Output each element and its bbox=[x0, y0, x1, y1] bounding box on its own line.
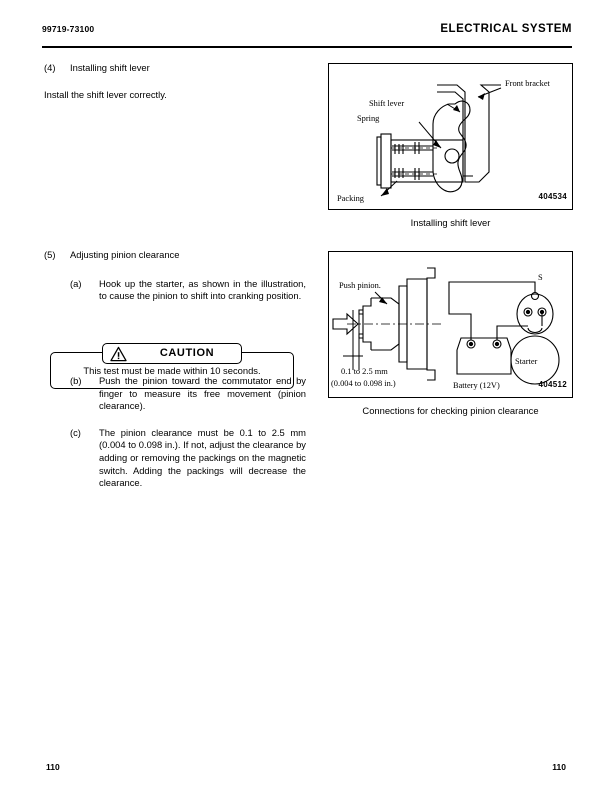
step-5-marker: (5) bbox=[44, 249, 56, 261]
step-5-heading bbox=[44, 249, 306, 262]
step-5b-marker: (b) bbox=[70, 374, 82, 386]
caution-box bbox=[50, 343, 296, 391]
spacer bbox=[44, 101, 306, 249]
step-5a bbox=[70, 278, 306, 303]
figure-1-label-spring: Spring bbox=[357, 114, 380, 123]
figure-2-label-clearance-mm: 0.1 to 2.5 mm bbox=[341, 367, 388, 376]
warning-triangle-icon bbox=[110, 346, 127, 362]
step-5b-text: Push the pinion toward the commutator end by finger to measure its free movement (pinion clearance). bbox=[99, 374, 306, 412]
left-text-column bbox=[44, 62, 306, 490]
step-5c-text: The pinion clearance must be 0.1 to 2.5 mm (0.004 to 0.098 in.). If not, adjust the clearance by adding or removing the packings on the magnetic switch. Adding the packings will decrease the clearance. bbox=[99, 426, 306, 489]
figure-2-drawing bbox=[329, 252, 571, 396]
footer-page-number-left: 110 bbox=[46, 762, 60, 772]
figure-1-drawing bbox=[329, 64, 571, 208]
figure-1-caption: Installing shift lever bbox=[410, 217, 491, 228]
figure-1-label-packing: Packing bbox=[337, 194, 364, 203]
step-5a-marker: (a) bbox=[70, 277, 82, 289]
step-4-heading bbox=[44, 62, 306, 75]
figure-1-frame bbox=[328, 63, 573, 210]
step-4-heading-text: Installing shift lever bbox=[70, 62, 150, 73]
step-5-heading-text: Adjusting pinion clearance bbox=[70, 249, 180, 261]
footer-page-number-right: 110 bbox=[552, 762, 566, 772]
figure-2-frame bbox=[328, 251, 573, 398]
figure-2-label-terminal-s: S bbox=[538, 273, 543, 282]
figure-1-label-shift-lever: Shift lever bbox=[369, 99, 405, 108]
figure-2-label-starter: Starter bbox=[515, 357, 538, 366]
figure-2-caption: Connections for checking pinion clearance bbox=[362, 405, 539, 416]
spacer bbox=[44, 413, 306, 427]
document-code: 99719-73100 bbox=[42, 24, 95, 34]
caution-text: This test must be made within 10 seconds. bbox=[83, 365, 261, 376]
caution-label: CAUTION bbox=[159, 347, 215, 359]
figure-1-label-front-bracket: Front bracket bbox=[505, 79, 550, 88]
header-divider bbox=[42, 46, 572, 48]
step-4-marker: (4) bbox=[44, 62, 56, 73]
figure-2-number: 404512 bbox=[538, 380, 567, 389]
step-5c-marker: (c) bbox=[70, 426, 81, 438]
step-5a-text: Hook up the starter, as shown in the illustration, to cause the pinion to shift into cranking position. bbox=[99, 277, 306, 302]
spacer bbox=[44, 77, 306, 89]
step-5c bbox=[70, 427, 306, 490]
caution-tab bbox=[102, 343, 242, 364]
figure-2-label-battery: Battery (12V) bbox=[453, 381, 500, 390]
figure-2-label-clearance-in: (0.004 to 0.098 in.) bbox=[331, 379, 396, 388]
spacer bbox=[44, 264, 306, 278]
step-4-body: Install the shift lever correctly. bbox=[44, 88, 167, 100]
section-title: ELECTRICAL SYSTEM bbox=[440, 23, 572, 35]
figure-1-number: 404534 bbox=[538, 192, 567, 201]
figure-2-label-push-pinion: Push pinion. bbox=[339, 281, 381, 290]
